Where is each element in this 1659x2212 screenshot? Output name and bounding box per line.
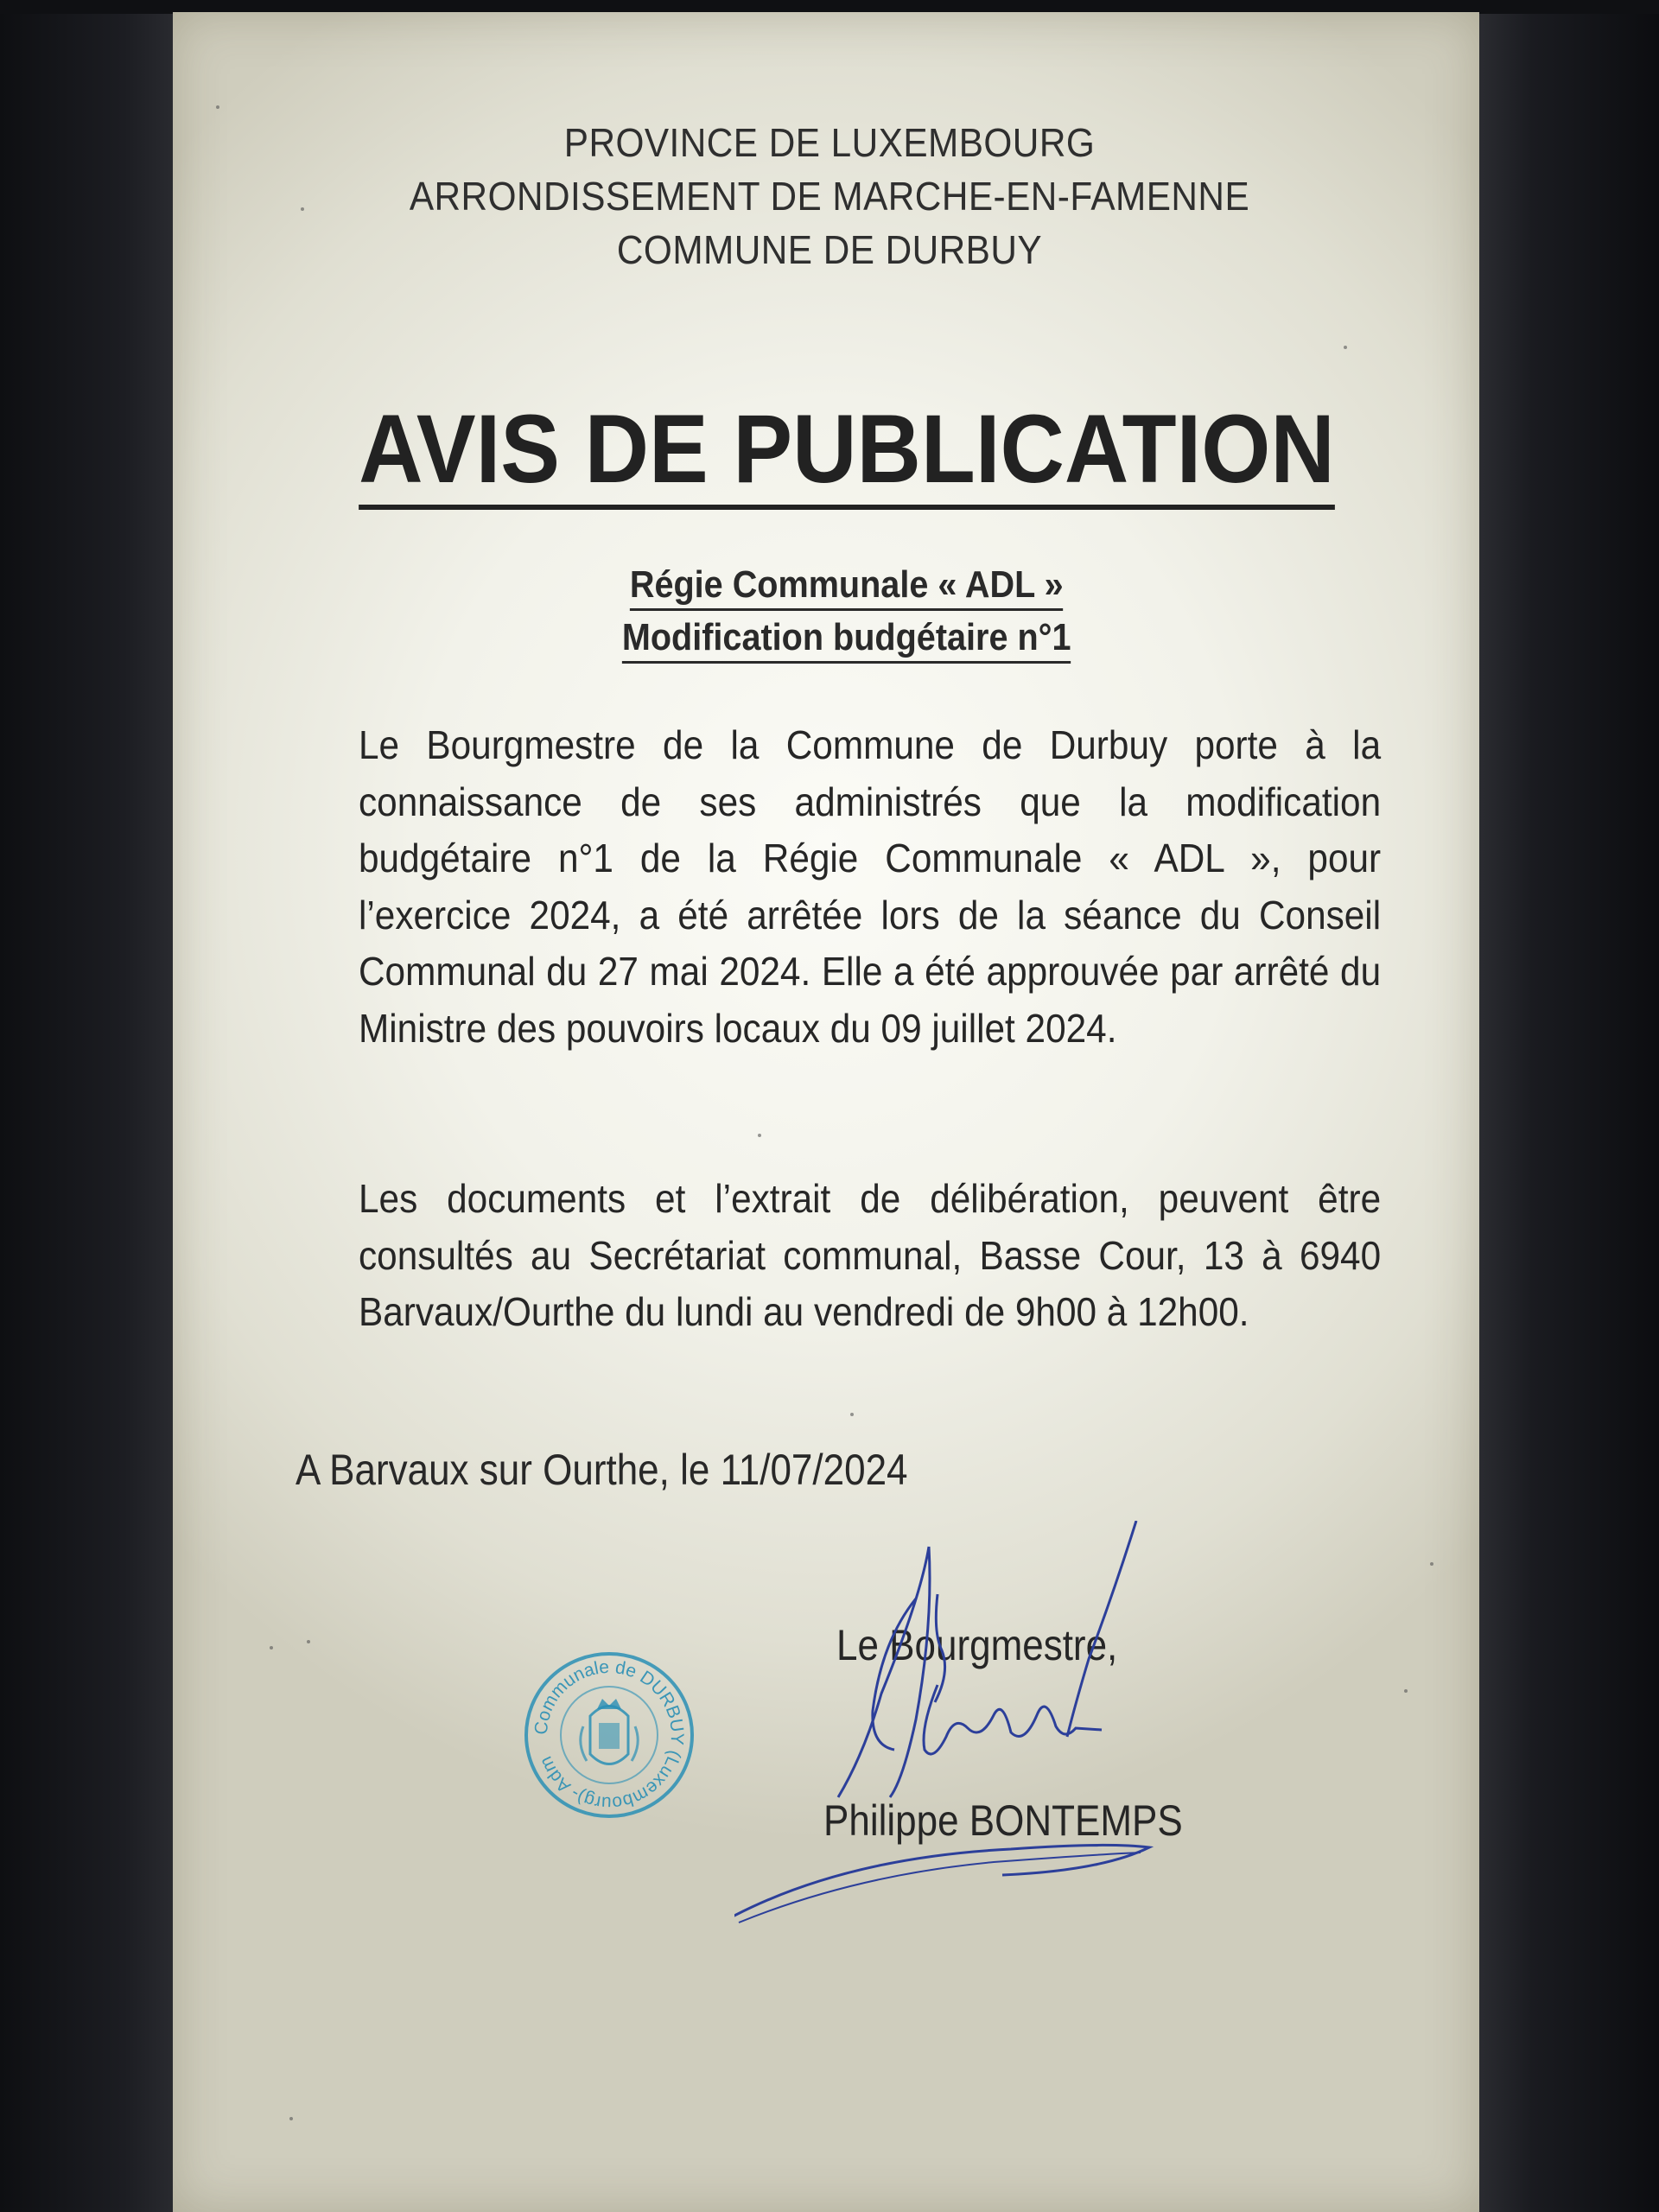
subtitle-regie (0, 562, 1659, 611)
stamp-text: Communale de DURBUY (Luxembourg)- Adm (531, 1656, 688, 1814)
paper-speck (758, 1134, 761, 1137)
page-title (0, 393, 1659, 510)
paper-speck (1404, 1689, 1408, 1693)
place-date: A Barvaux sur Ourthe, le 11/07/2024 (296, 1446, 908, 1494)
subtitle-modification (0, 614, 1659, 664)
commune-stamp-icon (523, 1649, 696, 1821)
body-paragraph-1: Le Bourgmestre de la Commune de Durbuy porte à la connaissance de ses administrés que la modification budgétaire n°1 de la Régie Communale « ADL », pour l’exercice 2024, a été arrêtée lors de la séance du Conseil Communal du 27 mai 2024. Elle a été approuvée par arrêté du Ministre des pouvoirs locaux du 09 juillet 2024. (359, 722, 1382, 1051)
signatory-role: Le Bourgmestre, (836, 1621, 1118, 1669)
paper-speck (289, 2117, 293, 2120)
subtitle-regie-text: Régie Communale « ADL » (630, 562, 1064, 611)
body-paragraph-2: Les documents et l’extrait de délibération, peuvent être consultés au Secrétariat communal, Basse Cour, 13 à 6940 Barvaux/Ourthe du lundi au vendredi de 9h00 à 12h00. (359, 1176, 1382, 1334)
signatory-name: Philippe BONTEMPS (823, 1796, 1183, 1845)
paper-speck (270, 1646, 273, 1649)
paper-speck (301, 207, 304, 211)
paper-speck (307, 1640, 310, 1643)
handwritten-signature (734, 1521, 1236, 1936)
page-title-text: AVIS DE PUBLICATION (359, 397, 1335, 510)
paper-speck (1430, 1562, 1433, 1566)
header-commune: COMMUNE DE DURBUY (616, 227, 1043, 272)
header-province: PROVINCE DE LUXEMBOURG (563, 120, 1096, 165)
paper-speck (1344, 346, 1347, 349)
paper-speck (216, 105, 219, 109)
paper-speck (850, 1413, 854, 1416)
header-arrondissement: ARRONDISSEMENT DE MARCHE-EN-FAMENNE (409, 174, 1250, 219)
subtitle-modification-text: Modification budgétaire n°1 (622, 614, 1071, 664)
